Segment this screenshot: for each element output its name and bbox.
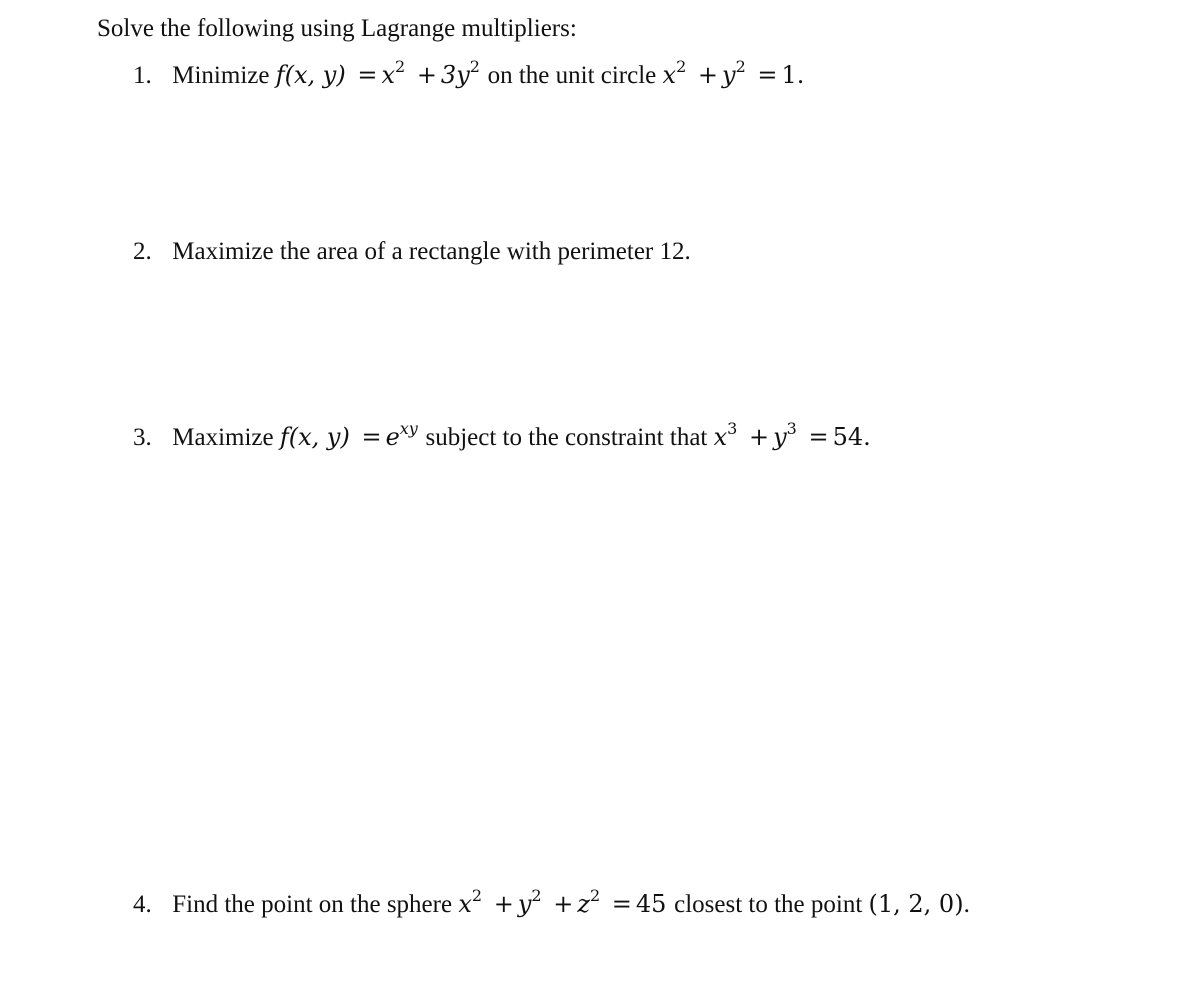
problem-4 (133, 886, 970, 920)
problem-3-verb: Maximize (172, 424, 274, 451)
problem-4-target-point: (1, 2, 0) (868, 890, 964, 918)
problem-1-number: 1. (133, 62, 152, 89)
problem-3-number: 3. (133, 424, 152, 451)
problem-4-lead: Find the point on the sphere (172, 891, 453, 918)
instructions-heading: Solve the following using Lagrange multipliers: (97, 15, 577, 42)
problem-3-objective: f(x, $y) = e^{xy}$ (279, 419, 418, 451)
problem-2 (133, 237, 691, 267)
problem-1-constraint: $x^2 + y^2 = 1$. (662, 57, 805, 89)
problem-2-number: 2. (133, 238, 152, 265)
problem-4-number: 4. (133, 891, 152, 918)
problem-1-verb: Minimize (172, 62, 270, 89)
problem-1 (133, 57, 805, 91)
problem-4-sphere-equation: $x^2 + y^2 + z^2 = 45$ (458, 886, 667, 918)
problem-1-connector: on the unit circle (487, 62, 657, 89)
problem-2-text: Maximize the area of a rectangle with perimeter 12. (172, 238, 691, 265)
problem-3 (133, 419, 871, 453)
problem-1-objective: f(x, $y) = x^2 + 3y^2$ (275, 57, 480, 89)
problem-3-connector: subject to the constraint that (425, 424, 708, 451)
problem-4-period: . (963, 891, 970, 918)
problem-3-constraint: $x^3 + y^3 = 54$. (713, 419, 871, 451)
problem-4-connector: closest to the point (674, 891, 863, 918)
